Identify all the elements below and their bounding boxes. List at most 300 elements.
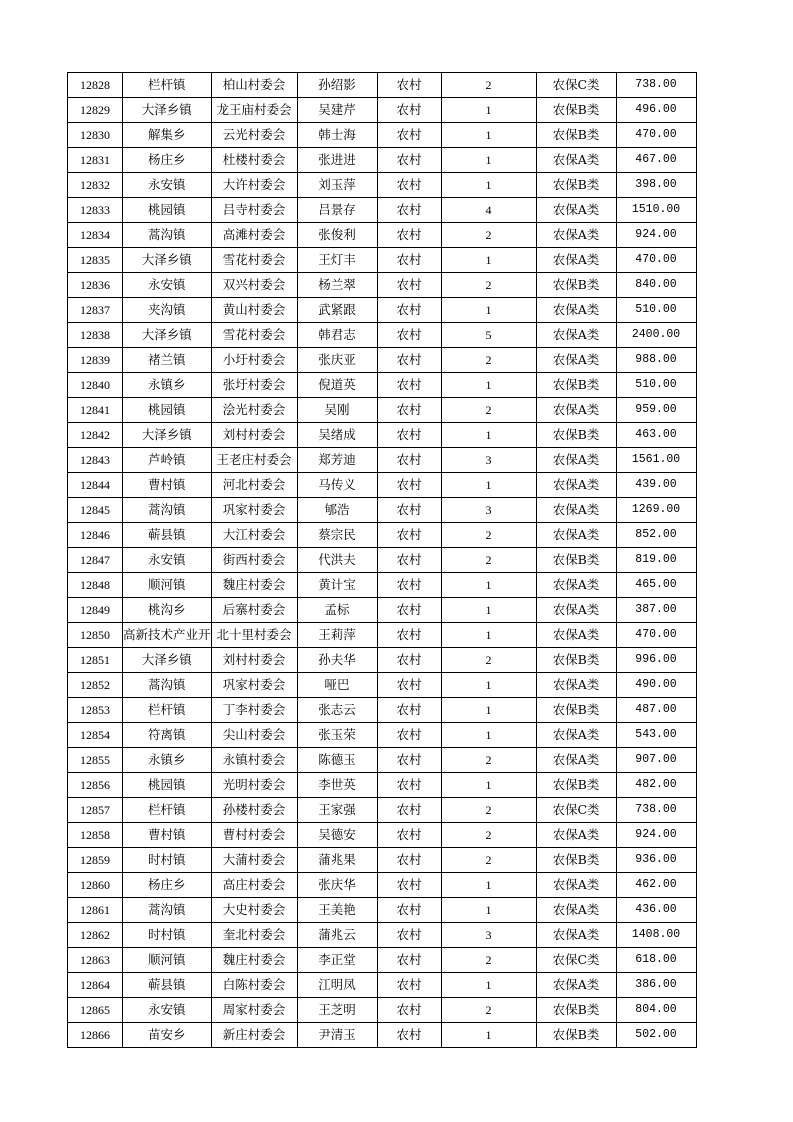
table-row [68, 123, 697, 148]
area-type-cell: 农村 [377, 223, 441, 248]
area-type-cell: 农村 [377, 973, 441, 998]
household-size-cell: 1 [441, 423, 536, 448]
amount-cell: 463.00 [616, 423, 696, 448]
record-id-cell: 12854 [68, 723, 123, 748]
village-committee-cell: 刘村村委会 [211, 648, 297, 673]
name-cell: 张庆华 [297, 873, 377, 898]
record-id-cell: 12844 [68, 473, 123, 498]
township-cell: 栏杆镇 [123, 798, 212, 823]
table-row [68, 773, 697, 798]
household-size-cell: 1 [441, 123, 536, 148]
village-committee-cell: 永镇村委会 [211, 748, 297, 773]
name-cell: 王莉萍 [297, 623, 377, 648]
amount-cell: 467.00 [616, 148, 696, 173]
record-id-cell: 12847 [68, 548, 123, 573]
township-cell: 杨庄乡 [123, 148, 212, 173]
record-id-cell: 12838 [68, 323, 123, 348]
category-cell: 农保A类 [536, 498, 616, 523]
table-row [68, 223, 697, 248]
township-cell: 蒿沟镇 [123, 673, 212, 698]
village-committee-cell: 张圩村委会 [211, 373, 297, 398]
table-row [68, 748, 697, 773]
village-committee-cell: 杜楼村委会 [211, 148, 297, 173]
amount-cell: 959.00 [616, 398, 696, 423]
record-id-cell: 12837 [68, 298, 123, 323]
area-type-cell: 农村 [377, 948, 441, 973]
area-type-cell: 农村 [377, 573, 441, 598]
township-cell: 桃园镇 [123, 198, 212, 223]
category-cell: 农保A类 [536, 523, 616, 548]
category-cell: 农保A类 [536, 398, 616, 423]
township-cell: 大泽乡镇 [123, 648, 212, 673]
table-row [68, 698, 697, 723]
area-type-cell: 农村 [377, 848, 441, 873]
table-row [68, 998, 697, 1023]
category-cell: 农保A类 [536, 248, 616, 273]
name-cell: 王家强 [297, 798, 377, 823]
table-row [68, 148, 697, 173]
household-size-cell: 1 [441, 148, 536, 173]
township-cell: 蒿沟镇 [123, 898, 212, 923]
amount-cell: 496.00 [616, 98, 696, 123]
category-cell: 农保B类 [536, 273, 616, 298]
household-size-cell: 1 [441, 1023, 536, 1048]
village-committee-cell: 刘村村委会 [211, 423, 297, 448]
name-cell: 哑巴 [297, 673, 377, 698]
township-cell: 夹沟镇 [123, 298, 212, 323]
township-cell: 时村镇 [123, 848, 212, 873]
table-row [68, 173, 697, 198]
household-size-cell: 2 [441, 398, 536, 423]
name-cell: 张俊利 [297, 223, 377, 248]
household-size-cell: 2 [441, 948, 536, 973]
village-committee-cell: 双兴村委会 [211, 273, 297, 298]
table-row [68, 198, 697, 223]
category-cell: 农保B类 [536, 773, 616, 798]
table-row [68, 373, 697, 398]
area-type-cell: 农村 [377, 598, 441, 623]
village-committee-cell: 白陈村委会 [211, 973, 297, 998]
table-row [68, 873, 697, 898]
township-cell: 曹村镇 [123, 823, 212, 848]
township-cell: 蒿沟镇 [123, 498, 212, 523]
record-id-cell: 12841 [68, 398, 123, 423]
category-cell: 农保B类 [536, 123, 616, 148]
name-cell: 尹清玉 [297, 1023, 377, 1048]
village-committee-cell: 街西村委会 [211, 548, 297, 573]
household-size-cell: 1 [441, 298, 536, 323]
township-cell: 桃园镇 [123, 773, 212, 798]
household-size-cell: 2 [441, 648, 536, 673]
amount-cell: 439.00 [616, 473, 696, 498]
village-committee-cell: 光明村委会 [211, 773, 297, 798]
area-type-cell: 农村 [377, 673, 441, 698]
record-id-cell: 12834 [68, 223, 123, 248]
amount-cell: 436.00 [616, 898, 696, 923]
name-cell: 王美艳 [297, 898, 377, 923]
name-cell: 张志云 [297, 698, 377, 723]
household-size-cell: 1 [441, 898, 536, 923]
category-cell: 农保A类 [536, 223, 616, 248]
name-cell: 吴绪成 [297, 423, 377, 448]
village-committee-cell: 魏庄村委会 [211, 573, 297, 598]
table-row [68, 598, 697, 623]
township-cell: 永镇乡 [123, 748, 212, 773]
table-row [68, 723, 697, 748]
household-size-cell: 2 [441, 798, 536, 823]
record-id-cell: 12850 [68, 623, 123, 648]
area-type-cell: 农村 [377, 923, 441, 948]
township-cell: 永镇乡 [123, 373, 212, 398]
village-committee-cell: 高滩村委会 [211, 223, 297, 248]
area-type-cell: 农村 [377, 423, 441, 448]
area-type-cell: 农村 [377, 798, 441, 823]
category-cell: 农保B类 [536, 1023, 616, 1048]
name-cell: 杨兰翠 [297, 273, 377, 298]
name-cell: 张玉荣 [297, 723, 377, 748]
area-type-cell: 农村 [377, 748, 441, 773]
amount-cell: 840.00 [616, 273, 696, 298]
amount-cell: 924.00 [616, 223, 696, 248]
category-cell: 农保B类 [536, 173, 616, 198]
name-cell: 武紧跟 [297, 298, 377, 323]
table-row [68, 98, 697, 123]
area-type-cell: 农村 [377, 523, 441, 548]
village-committee-cell: 黄山村委会 [211, 298, 297, 323]
household-size-cell: 1 [441, 873, 536, 898]
village-committee-cell: 大江村委会 [211, 523, 297, 548]
record-id-cell: 12842 [68, 423, 123, 448]
category-cell: 农保A类 [536, 923, 616, 948]
area-type-cell: 农村 [377, 73, 441, 98]
record-id-cell: 12835 [68, 248, 123, 273]
table-body [68, 73, 697, 1048]
township-cell: 高新技术产业开 [123, 623, 212, 648]
household-size-cell: 1 [441, 623, 536, 648]
household-size-cell: 1 [441, 673, 536, 698]
area-type-cell: 农村 [377, 373, 441, 398]
table-row [68, 498, 697, 523]
record-id-cell: 12864 [68, 973, 123, 998]
table-row [68, 823, 697, 848]
amount-cell: 988.00 [616, 348, 696, 373]
township-cell: 蕲县镇 [123, 973, 212, 998]
township-cell: 永安镇 [123, 273, 212, 298]
category-cell: 农保A类 [536, 298, 616, 323]
category-cell: 农保A类 [536, 598, 616, 623]
name-cell: 蔡宗民 [297, 523, 377, 548]
table-row [68, 348, 697, 373]
village-committee-cell: 小圩村委会 [211, 348, 297, 373]
area-type-cell: 农村 [377, 823, 441, 848]
household-size-cell: 5 [441, 323, 536, 348]
village-committee-cell: 北十里村委会 [211, 623, 297, 648]
name-cell: 王灯丰 [297, 248, 377, 273]
record-id-cell: 12862 [68, 923, 123, 948]
village-committee-cell: 雪花村委会 [211, 248, 297, 273]
record-id-cell: 12856 [68, 773, 123, 798]
area-type-cell: 农村 [377, 348, 441, 373]
township-cell: 杨庄乡 [123, 873, 212, 898]
category-cell: 农保A类 [536, 348, 616, 373]
township-cell: 栏杆镇 [123, 698, 212, 723]
area-type-cell: 农村 [377, 723, 441, 748]
name-cell: 孙绍影 [297, 73, 377, 98]
record-id-cell: 12840 [68, 373, 123, 398]
village-committee-cell: 柏山村委会 [211, 73, 297, 98]
area-type-cell: 农村 [377, 98, 441, 123]
amount-cell: 936.00 [616, 848, 696, 873]
township-cell: 桃沟乡 [123, 598, 212, 623]
township-cell: 褚兰镇 [123, 348, 212, 373]
record-id-cell: 12832 [68, 173, 123, 198]
category-cell: 农保A类 [536, 323, 616, 348]
table-row [68, 648, 697, 673]
village-committee-cell: 大许村委会 [211, 173, 297, 198]
township-cell: 永安镇 [123, 548, 212, 573]
area-type-cell: 农村 [377, 898, 441, 923]
amount-cell: 852.00 [616, 523, 696, 548]
area-type-cell: 农村 [377, 248, 441, 273]
name-cell: 孟标 [297, 598, 377, 623]
table-row [68, 323, 697, 348]
record-id-cell: 12839 [68, 348, 123, 373]
name-cell: 孙夫华 [297, 648, 377, 673]
household-size-cell: 2 [441, 848, 536, 873]
name-cell: 吴建芹 [297, 98, 377, 123]
table-row [68, 1023, 697, 1048]
table-row [68, 273, 697, 298]
name-cell: 倪道英 [297, 373, 377, 398]
name-cell: 马传义 [297, 473, 377, 498]
category-cell: 农保A类 [536, 673, 616, 698]
area-type-cell: 农村 [377, 698, 441, 723]
village-committee-cell: 云光村委会 [211, 123, 297, 148]
table-row [68, 798, 697, 823]
village-committee-cell: 河北村委会 [211, 473, 297, 498]
village-committee-cell: 浍光村委会 [211, 398, 297, 423]
village-committee-cell: 高庄村委会 [211, 873, 297, 898]
category-cell: 农保B类 [536, 648, 616, 673]
record-id-cell: 12855 [68, 748, 123, 773]
village-committee-cell: 大史村委会 [211, 898, 297, 923]
household-size-cell: 1 [441, 98, 536, 123]
household-size-cell: 1 [441, 723, 536, 748]
table-row [68, 523, 697, 548]
record-id-cell: 12859 [68, 848, 123, 873]
category-cell: 农保A类 [536, 198, 616, 223]
area-type-cell: 农村 [377, 298, 441, 323]
household-size-cell: 1 [441, 973, 536, 998]
amount-cell: 465.00 [616, 573, 696, 598]
record-id-cell: 12830 [68, 123, 123, 148]
record-id-cell: 12861 [68, 898, 123, 923]
name-cell: 刘玉萍 [297, 173, 377, 198]
village-committee-cell: 曹村村委会 [211, 823, 297, 848]
amount-cell: 1269.00 [616, 498, 696, 523]
household-size-cell: 3 [441, 448, 536, 473]
table-row [68, 898, 697, 923]
area-type-cell: 农村 [377, 323, 441, 348]
table-row [68, 673, 697, 698]
category-cell: 农保A类 [536, 448, 616, 473]
name-cell: 吴刚 [297, 398, 377, 423]
name-cell: 李正堂 [297, 948, 377, 973]
amount-cell: 2400.00 [616, 323, 696, 348]
record-id-cell: 12845 [68, 498, 123, 523]
record-id-cell: 12843 [68, 448, 123, 473]
amount-cell: 387.00 [616, 598, 696, 623]
area-type-cell: 农村 [377, 273, 441, 298]
record-id-cell: 12828 [68, 73, 123, 98]
record-id-cell: 12846 [68, 523, 123, 548]
name-cell: 韩士海 [297, 123, 377, 148]
amount-cell: 1510.00 [616, 198, 696, 223]
name-cell: 韩君志 [297, 323, 377, 348]
name-cell: 郑芳迪 [297, 448, 377, 473]
household-size-cell: 2 [441, 348, 536, 373]
category-cell: 农保C类 [536, 798, 616, 823]
record-id-cell: 12865 [68, 998, 123, 1023]
area-type-cell: 农村 [377, 198, 441, 223]
household-size-cell: 1 [441, 773, 536, 798]
name-cell: 吕景存 [297, 198, 377, 223]
village-committee-cell: 龙王庙村委会 [211, 98, 297, 123]
township-cell: 大泽乡镇 [123, 248, 212, 273]
category-cell: 农保B类 [536, 373, 616, 398]
category-cell: 农保B类 [536, 698, 616, 723]
category-cell: 农保A类 [536, 873, 616, 898]
data-table [67, 72, 697, 1048]
area-type-cell: 农村 [377, 473, 441, 498]
township-cell: 大泽乡镇 [123, 423, 212, 448]
household-size-cell: 1 [441, 248, 536, 273]
category-cell: 农保A类 [536, 148, 616, 173]
record-id-cell: 12851 [68, 648, 123, 673]
area-type-cell: 农村 [377, 998, 441, 1023]
table-row [68, 298, 697, 323]
household-size-cell: 3 [441, 498, 536, 523]
township-cell: 大泽乡镇 [123, 98, 212, 123]
record-id-cell: 12860 [68, 873, 123, 898]
household-size-cell: 3 [441, 923, 536, 948]
amount-cell: 470.00 [616, 123, 696, 148]
township-cell: 顺河镇 [123, 948, 212, 973]
household-size-cell: 2 [441, 523, 536, 548]
table-row [68, 923, 697, 948]
area-type-cell: 农村 [377, 148, 441, 173]
village-committee-cell: 丁李村委会 [211, 698, 297, 723]
record-id-cell: 12836 [68, 273, 123, 298]
area-type-cell: 农村 [377, 623, 441, 648]
record-id-cell: 12833 [68, 198, 123, 223]
name-cell: 王芝明 [297, 998, 377, 1023]
category-cell: 农保B类 [536, 998, 616, 1023]
table-row [68, 73, 697, 98]
amount-cell: 398.00 [616, 173, 696, 198]
village-committee-cell: 雪花村委会 [211, 323, 297, 348]
area-type-cell: 农村 [377, 123, 441, 148]
amount-cell: 738.00 [616, 73, 696, 98]
amount-cell: 618.00 [616, 948, 696, 973]
area-type-cell: 农村 [377, 173, 441, 198]
table-row [68, 623, 697, 648]
household-size-cell: 2 [441, 73, 536, 98]
category-cell: 农保A类 [536, 473, 616, 498]
household-size-cell: 2 [441, 273, 536, 298]
name-cell: 吴德安 [297, 823, 377, 848]
township-cell: 芦岭镇 [123, 448, 212, 473]
table-row [68, 573, 697, 598]
amount-cell: 1561.00 [616, 448, 696, 473]
amount-cell: 470.00 [616, 248, 696, 273]
table-row [68, 398, 697, 423]
amount-cell: 490.00 [616, 673, 696, 698]
household-size-cell: 2 [441, 223, 536, 248]
township-cell: 符离镇 [123, 723, 212, 748]
village-committee-cell: 周家村委会 [211, 998, 297, 1023]
area-type-cell: 农村 [377, 548, 441, 573]
household-size-cell: 1 [441, 698, 536, 723]
household-size-cell: 1 [441, 473, 536, 498]
table-row [68, 548, 697, 573]
amount-cell: 502.00 [616, 1023, 696, 1048]
township-cell: 桃园镇 [123, 398, 212, 423]
village-committee-cell: 孙楼村委会 [211, 798, 297, 823]
township-cell: 苗安乡 [123, 1023, 212, 1048]
area-type-cell: 农村 [377, 398, 441, 423]
township-cell: 曹村镇 [123, 473, 212, 498]
household-size-cell: 1 [441, 573, 536, 598]
area-type-cell: 农村 [377, 448, 441, 473]
area-type-cell: 农村 [377, 1023, 441, 1048]
name-cell: 张进进 [297, 148, 377, 173]
amount-cell: 819.00 [616, 548, 696, 573]
amount-cell: 510.00 [616, 298, 696, 323]
category-cell: 农保A类 [536, 623, 616, 648]
area-type-cell: 农村 [377, 498, 441, 523]
record-id-cell: 12853 [68, 698, 123, 723]
area-type-cell: 农村 [377, 773, 441, 798]
village-committee-cell: 尖山村委会 [211, 723, 297, 748]
amount-cell: 1408.00 [616, 923, 696, 948]
category-cell: 农保B类 [536, 848, 616, 873]
amount-cell: 510.00 [616, 373, 696, 398]
category-cell: 农保B类 [536, 98, 616, 123]
household-size-cell: 2 [441, 823, 536, 848]
amount-cell: 804.00 [616, 998, 696, 1023]
amount-cell: 386.00 [616, 973, 696, 998]
area-type-cell: 农村 [377, 873, 441, 898]
record-id-cell: 12831 [68, 148, 123, 173]
township-cell: 栏杆镇 [123, 73, 212, 98]
village-committee-cell: 巩家村委会 [211, 673, 297, 698]
record-id-cell: 12852 [68, 673, 123, 698]
name-cell: 江明凤 [297, 973, 377, 998]
category-cell: 农保C类 [536, 948, 616, 973]
village-committee-cell: 王老庄村委会 [211, 448, 297, 473]
table-row [68, 423, 697, 448]
township-cell: 永安镇 [123, 173, 212, 198]
table-row [68, 948, 697, 973]
village-committee-cell: 吕寺村委会 [211, 198, 297, 223]
amount-cell: 462.00 [616, 873, 696, 898]
table-row [68, 448, 697, 473]
name-cell: 蒲兆果 [297, 848, 377, 873]
record-id-cell: 12866 [68, 1023, 123, 1048]
amount-cell: 924.00 [616, 823, 696, 848]
name-cell: 代洪夫 [297, 548, 377, 573]
